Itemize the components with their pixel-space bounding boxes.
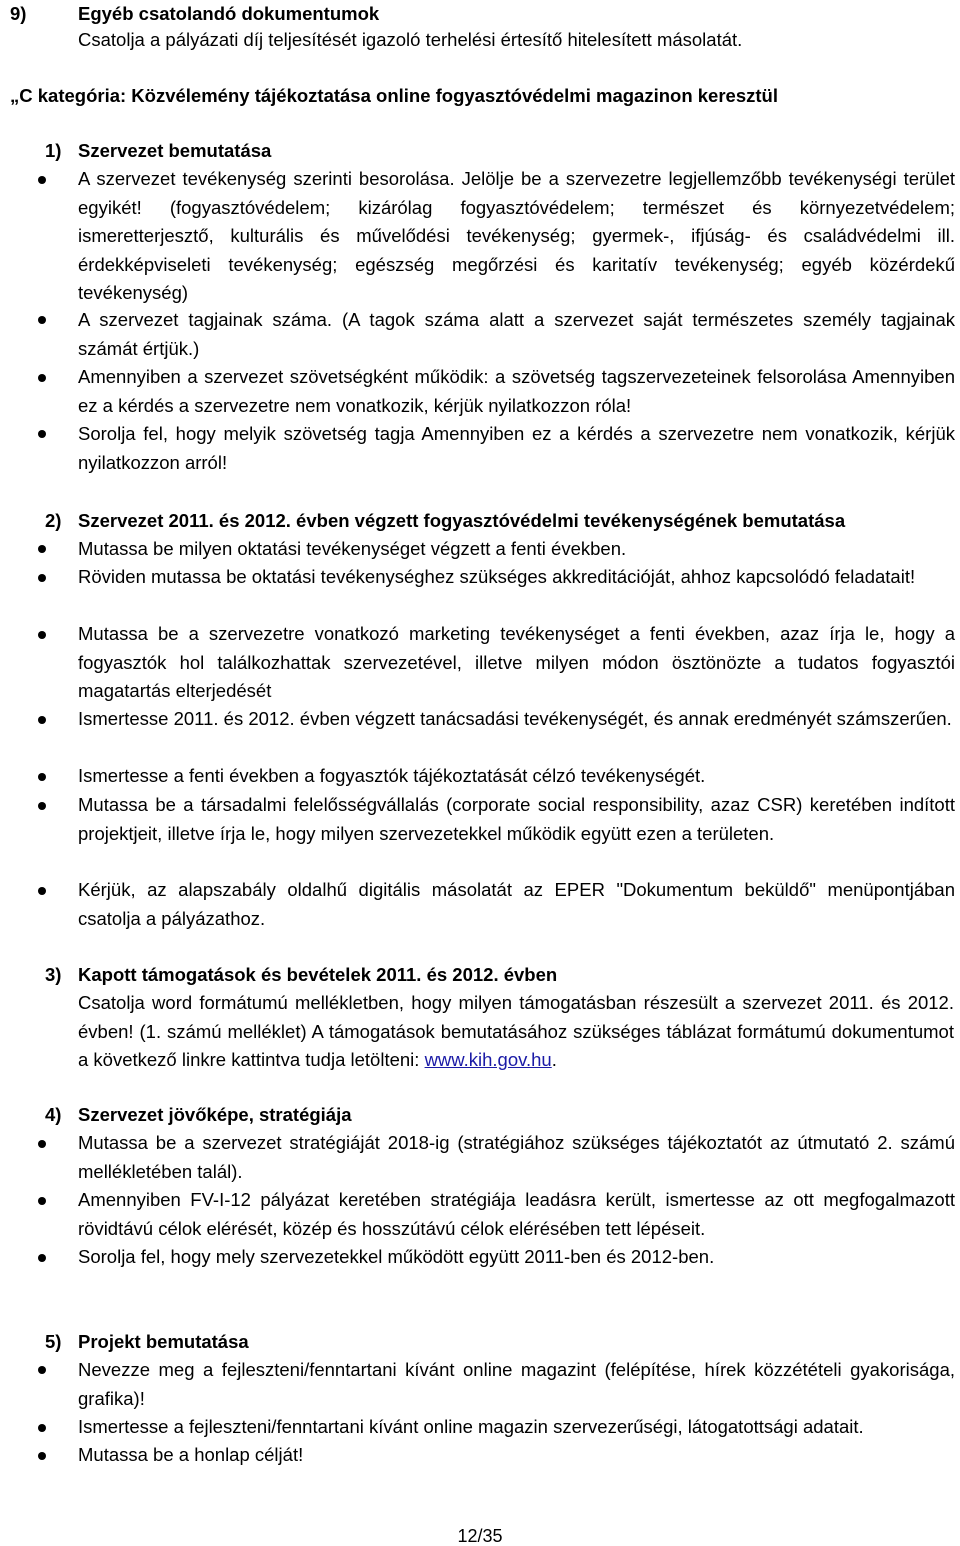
list-item: Mutassa be a szervezetre vonatkozó marketing tevékenységet a fenti években, azaz írja le, hogy a fogyasztók hol találkozhattak szervezetével, illetve milyen módon ösztönözte a tudatos fogyasztói magatartás elterjedését	[78, 623, 955, 701]
section-title: Szervezet 2011. és 2012. évben végzett fogyasztóvédelmi tevékenységének bemutatása	[78, 510, 846, 531]
bullet-icon	[38, 1254, 46, 1262]
list-item: Röviden mutassa be oktatási tevékenységhez szükséges akkreditációját, ahhoz kapcsolódó feladatait!	[78, 566, 916, 587]
section-3-text	[78, 989, 954, 1075]
bullet-icon	[38, 1452, 46, 1460]
list-item: Ismertesse a fejleszteni/fenntartani kívánt online magazin szervezerűségi, látogatottsági adatait.	[78, 1416, 864, 1437]
section-9-text: Csatolja a pályázati díj teljesítését igazoló terhelési értesítő hitelesített másolatát.	[78, 29, 743, 50]
page-number: 12/35	[457, 1526, 503, 1546]
section-title: Kapott támogatások és bevételek 2011. és 2012. évben	[78, 964, 558, 985]
bullet-icon	[38, 631, 46, 639]
section-3-body: Csatolja word formátumú mellékletben, hogy milyen támogatásban részesült a szervezet 2011. és 2012. évben! (1. számú melléklet) A támogatások bemutatásához szükséges táblázat formátumú dokumentumot a következő linkre kattintva tudja letölteni:	[78, 992, 954, 1070]
list-item: Sorolja fel, hogy melyik szövetség tagja Amennyiben ez a kérdés a szervezetre nem vonatkozik, kérjük nyilatkozzon arról!	[78, 423, 955, 473]
list-item: Sorolja fel, hogy mely szervezetekkel működött együtt 2011-ben és 2012-ben.	[78, 1246, 715, 1267]
section-number: 9)	[10, 3, 27, 24]
bullet-icon	[38, 1197, 46, 1205]
section-number: 4)	[45, 1104, 62, 1125]
bullet-icon	[38, 773, 46, 781]
bullet-icon	[38, 716, 46, 724]
bullet-icon	[38, 574, 46, 582]
bullet-icon	[38, 176, 46, 184]
section-title: Projekt bemutatása	[78, 1331, 249, 1352]
list-item: Amennyiben a szervezet szövetségként működik: a szövetség tagszervezeteinek felsorolása Amennyiben ez a kérdés a szervezetre nem vonatkozik, kérjük nyilatkozzon róla!	[78, 366, 955, 416]
bullet-icon	[38, 802, 46, 810]
list-item: Ismertesse 2011. és 2012. évben végzett tanácsadási tevékenységét, és annak eredményét számszerűen.	[78, 708, 952, 729]
section-title: Szervezet jövőképe, stratégiája	[78, 1104, 352, 1125]
bullet-icon	[38, 1424, 46, 1432]
list-item: Mutassa be a társadalmi felelősségvállalás (corporate social responsibility, azaz CSR) keretében indított projektjeit, illetve írja le, hogy milyen szervezetekkel működik együtt ezen a területen.	[78, 794, 955, 844]
list-item: Nevezze meg a fejleszteni/fenntartani kívánt online magazint (felépítése, hírek közzétételi gyakorisága, grafika)!	[78, 1359, 955, 1409]
section-number: 2)	[45, 510, 62, 531]
list-item: Amennyiben FV-I-12 pályázat keretében stratégiája leadásra került, ismertesse az ott megfogalmazott rövidtávú célok elérését, közép és hosszútávú célok elérésében tett lépéseit.	[78, 1189, 955, 1239]
bullet-icon	[38, 316, 46, 324]
section-title: Egyéb csatolandó dokumentumok	[78, 3, 380, 24]
section-title: Szervezet bemutatása	[78, 140, 272, 161]
category-title: „C kategória: Közvélemény tájékoztatása online fogyasztóvédelmi magazinon keresztül	[10, 85, 778, 106]
section-number: 3)	[45, 964, 62, 985]
bullet-icon	[38, 887, 46, 895]
list-item: Mutassa be a honlap célját!	[78, 1444, 304, 1465]
list-item: A szervezet tevékenység szerinti besorolása. Jelölje be a szervezetre legjellemzőbb tevékenységi terület egyikét! (fogyasztóvédelem; kizárólag fogyasztóvédelem; természet és környezetvédelem; ismeretterjesztő, kulturális és művelődési tevékenység; gyermek-, ifjúság- és családvédelmi ill. érdekképviseleti tevékenység; egészség megőrzési és karitatív tevékenység; egyéb közérdekű tevékenység)	[78, 168, 955, 303]
bullet-icon	[38, 1140, 46, 1148]
bullet-icon	[38, 430, 46, 438]
bullet-icon	[38, 545, 46, 553]
kih-link[interactable]: www.kih.gov.hu	[424, 1049, 552, 1070]
list-item: Mutassa be a szervezet stratégiáját 2018-ig (stratégiához szükséges tájékoztatót az útmutató 2. számú mellékletében talál).	[78, 1132, 955, 1182]
period: .	[551, 1049, 557, 1070]
list-item: Mutassa be milyen oktatási tevékenységet végzett a fenti években.	[78, 538, 627, 559]
list-item: A szervezet tagjainak száma. (A tagok száma alatt a szervezet saját természetes személy tagjainak számát értjük.)	[78, 309, 955, 359]
bullet-icon	[38, 1366, 46, 1374]
section-number: 1)	[45, 140, 62, 161]
list-item: Kérjük, az alapszabály oldalhű digitális másolatát az EPER "Dokumentum beküldő" menüpontjában csatolja a pályázathoz.	[78, 879, 955, 929]
bullet-icon	[38, 374, 46, 382]
list-item: Ismertesse a fenti években a fogyasztók tájékoztatását célzó tevékenységét.	[78, 765, 706, 786]
section-number: 5)	[45, 1331, 62, 1352]
